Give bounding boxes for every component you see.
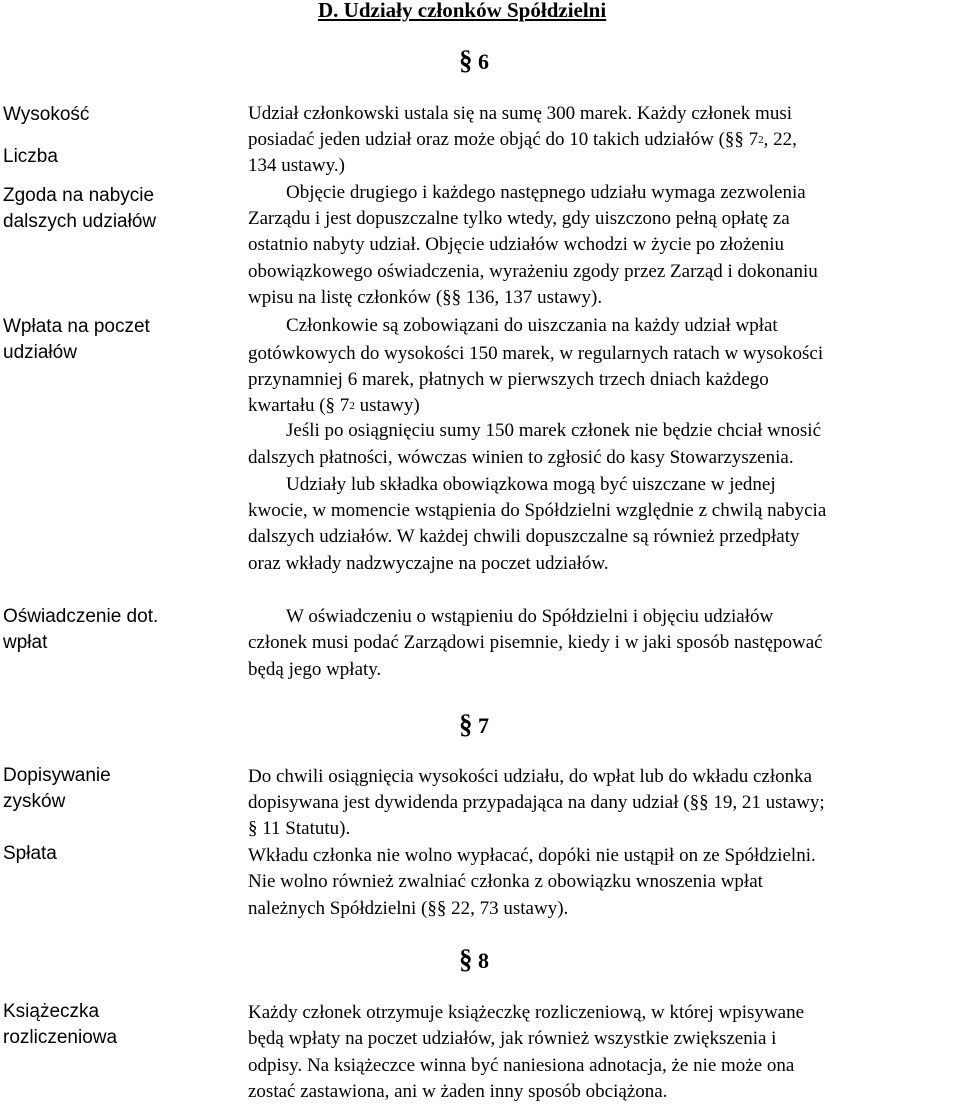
sidebar-heading-zgoda: Zgoda na nabycie dalszych udziałów	[3, 185, 157, 232]
body-line: Udziały lub składka obowiązkowa mogą być uiszczane w jednej	[286, 474, 776, 495]
sidebar-heading-splata: Spłata	[3, 843, 57, 864]
body-line: Wkładu członka nie wolno wypłacać, dopóki nie ustąpił on ze Spółdzielni.	[248, 845, 816, 866]
body-line: odpisy. Na książeczce winna być naniesiona adnotacja, że nie może ona	[248, 1055, 795, 1076]
sidebar-heading-ksiazeczka: Książeczka rozliczeniowa	[3, 1001, 118, 1048]
sidebar-heading-oswiadczenie: Oświadczenie dot. wpłat	[3, 606, 159, 653]
body-line: Udział członkowski ustala się na sumę 300 marek. Każdy członek musi	[248, 103, 792, 124]
body-line: Nie wolno również zwalniać członka z obowiązku wnoszenia wpłat	[248, 871, 763, 892]
section-8-heading: § 8	[459, 944, 489, 974]
body-line: członek musi podać Zarządowi pisemnie, kiedy i w jaki sposób następować	[248, 632, 823, 653]
body-line: W oświadczeniu o wstąpieniu do Spółdzielni i objęciu udziałów	[286, 606, 774, 627]
body-line: przynamniej 6 marek, płatnych w pierwszych trzech dniach każdego	[248, 369, 769, 390]
body-line: dalszych udziałów. W każdej chwili dopuszczalne są również przedpłaty	[248, 526, 800, 547]
body-line: posiadać jeden udział oraz może objąć do 10 takich udziałów (§§ $7^2$, 22,	[248, 129, 797, 150]
body-line: będą jego wpłaty.	[248, 659, 382, 680]
body-line: ostatnio nabyty udział. Objęcie udziałów wchodzi w życie po złożeniu	[248, 234, 785, 255]
body-line: będą wpłaty na poczet udziałów, jak również wszystkie zwiększenia i	[248, 1028, 777, 1049]
body-line: wpisu na listę członków (§§ 136, 137 ustawy).	[248, 287, 603, 308]
body-line: gotówkowych do wysokości 150 marek, w regularnych ratach w wysokości	[248, 343, 824, 364]
body-line: dopisywana jest dywidenda przypadająca na dany udział (§§ 19, 21 ustawy;	[248, 792, 825, 813]
sidebar-heading-liczba: Liczba	[3, 146, 58, 167]
page-title: D. Udziały członków Spółdzielni	[318, 0, 607, 22]
section-7-heading: § 7	[459, 709, 489, 739]
sidebar-heading-dopisywanie: Dopisywanie zysków	[3, 765, 111, 812]
body-line: Objęcie drugiego i każdego następnego udziału wymaga zezwolenia	[286, 182, 806, 203]
body-line: kwartału (§ $7^2$ ustawy)	[248, 395, 420, 416]
body-line: kwocie, w momencie wstąpienia do Spółdzielni względnie z chwilą nabycia	[248, 500, 827, 521]
body-line: 134 ustawy.)	[248, 155, 345, 176]
sidebar-heading-wplata: Wpłata na poczet udziałów	[3, 316, 150, 363]
body-line: oraz wkłady nadzwyczajne na poczet udziałów.	[248, 553, 609, 574]
body-line: Członkowie są zobowiązani do uiszczania na każdy udział wpłat	[286, 315, 778, 336]
body-line: § 11 Statutu).	[248, 818, 351, 839]
body-line: należnych Spółdzielni (§§ 22, 73 ustawy).	[248, 898, 569, 919]
body-line: dalszych płatności, wówczas winien to zgłosić do kasy Stowarzyszenia.	[248, 447, 794, 468]
body-line: zostać zastawiona, ani w żaden inny sposób obciążona.	[248, 1081, 668, 1102]
section-6-heading: § 6	[459, 45, 489, 75]
body-line: Jeśli po osiągnięciu sumy 150 marek członek nie będzie chciał wnosić	[286, 420, 822, 441]
body-line: Do chwili osiągnięcia wysokości udziału, do wpłat lub do wkładu członka	[248, 766, 813, 787]
body-line: Zarządu i jest dopuszczalne tylko wtedy, gdy uiszczono pełną opłatę za	[248, 208, 790, 229]
body-line: obowiązkowego oświadczenia, wyrażeniu zgody przez Zarząd i dokonaniu	[248, 261, 818, 282]
sidebar-heading-wysokosc: Wysokość	[3, 104, 90, 125]
body-line: Każdy członek otrzymuje książeczkę rozliczeniową, w której wpisywane	[248, 1002, 805, 1023]
